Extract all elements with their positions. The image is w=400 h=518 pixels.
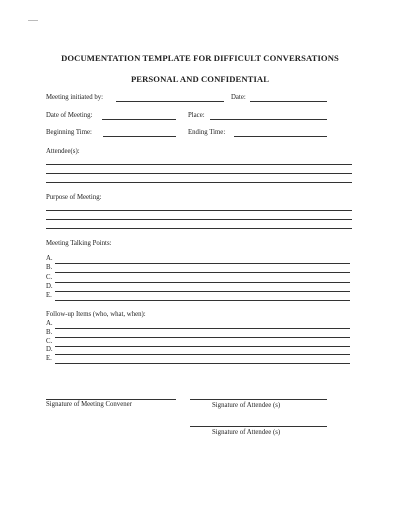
purpose-line[interactable] (46, 210, 352, 211)
attendee-signature-label-2: Signature of Attendee (s) (212, 429, 281, 436)
date-label: Date: (231, 94, 246, 101)
purpose-line[interactable] (46, 219, 352, 220)
place-line[interactable] (210, 119, 327, 120)
talking-point-line[interactable] (55, 282, 350, 283)
beginning-time-line[interactable] (103, 136, 176, 137)
purpose-line[interactable] (46, 228, 352, 229)
talking-point-marker: B. (46, 264, 53, 271)
document-title: DOCUMENTATION TEMPLATE FOR DIFFICULT CONVERSATIONS (61, 53, 339, 63)
convener-signature-label: Signature of Meeting Convener (46, 401, 132, 408)
follow-up-marker: D. (46, 346, 53, 353)
convener-signature-line[interactable] (46, 399, 176, 400)
beginning-time-label: Beginning Time: (46, 129, 92, 136)
date-of-meeting-line[interactable] (102, 119, 176, 120)
attendees-label: Attendee(s): (46, 148, 80, 155)
follow-up-line[interactable] (55, 346, 350, 347)
attendee-signature-line-2[interactable] (190, 426, 327, 427)
talking-point-line[interactable] (55, 291, 350, 292)
date-line[interactable] (250, 101, 327, 102)
meeting-initiated-by-line[interactable] (116, 101, 224, 102)
talking-point-line[interactable] (55, 272, 350, 273)
follow-up-marker: B. (46, 329, 53, 336)
attendees-line[interactable] (46, 182, 352, 183)
document-subtitle: PERSONAL AND CONFIDENTIAL (130, 74, 270, 84)
follow-up-line[interactable] (55, 328, 350, 329)
follow-up-line[interactable] (55, 337, 350, 338)
attendee-signature-label: Signature of Attendee (s) (212, 402, 281, 409)
attendees-line[interactable] (46, 164, 352, 165)
ending-time-line[interactable] (234, 136, 327, 137)
date-of-meeting-label: Date of Meeting: (46, 112, 93, 119)
talking-point-marker: E. (46, 292, 52, 299)
attendee-signature-line[interactable] (190, 399, 327, 400)
place-label: Place: (188, 112, 205, 119)
scan-mark (28, 20, 38, 21)
follow-up-label: Follow-up Items (who, what, when): (46, 311, 146, 318)
follow-up-line[interactable] (55, 363, 350, 364)
follow-up-marker: A. (46, 320, 53, 327)
follow-up-marker: C. (46, 338, 53, 345)
talking-point-line[interactable] (55, 300, 350, 301)
purpose-label: Purpose of Meeting: (46, 194, 102, 201)
talking-point-marker: D. (46, 283, 53, 290)
talking-point-line[interactable] (55, 263, 350, 264)
talking-point-marker: C. (46, 274, 53, 281)
follow-up-line[interactable] (55, 354, 350, 355)
ending-time-label: Ending Time: (188, 129, 226, 136)
follow-up-marker: E. (46, 355, 52, 362)
talking-point-marker: A. (46, 255, 53, 262)
attendees-line[interactable] (46, 173, 352, 174)
talking-points-label: Meeting Talking Points: (46, 240, 112, 247)
meeting-initiated-by-label: Meeting initiated by: (46, 94, 104, 101)
